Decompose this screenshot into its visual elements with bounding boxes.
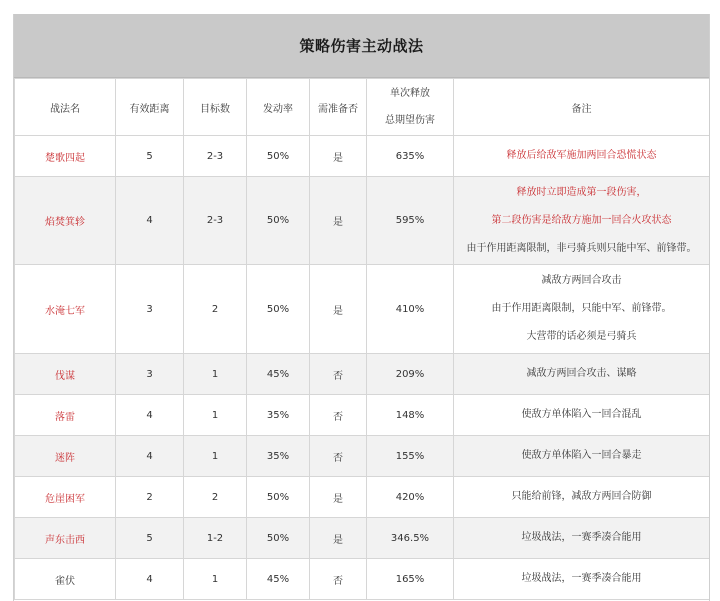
cell-prep: 否 xyxy=(310,559,367,600)
strategy-table-container xyxy=(13,14,710,601)
cell-name: 楚歌四起 xyxy=(15,136,116,177)
cell-targets: 1 xyxy=(184,395,247,436)
cell-targets: 2-3 xyxy=(184,177,247,265)
table-title: 策略伤害主动战法 xyxy=(14,14,709,78)
table-row xyxy=(15,136,710,177)
cell-damage: 635% xyxy=(367,136,454,177)
header-damage-line1: 单次释放 xyxy=(390,88,430,99)
note-line: 由于作用距离限制，非弓骑兵则只能中军、前锋带。 xyxy=(466,242,697,254)
note-line: 使敌方单体陷入一回合混乱 xyxy=(521,409,642,420)
cell-damage: 209% xyxy=(367,354,454,395)
note-line: 释放后给敌军施加两回合恐慌状态 xyxy=(506,150,657,161)
cell-note xyxy=(454,354,710,395)
note-line: 由于作用距离限制，只能中军、前锋带。 xyxy=(491,303,672,314)
cell-name: 雀伏 xyxy=(15,559,116,600)
cell-name: 声东击西 xyxy=(15,518,116,559)
cell-note xyxy=(454,136,710,177)
cell-note xyxy=(454,395,710,436)
note-line: 大营带的话必须是弓骑兵 xyxy=(526,331,637,342)
header-damage xyxy=(367,79,454,136)
cell-prep: 是 xyxy=(310,477,367,518)
table-row xyxy=(15,395,710,436)
cell-prep: 是 xyxy=(310,265,367,354)
cell-range: 4 xyxy=(116,559,184,600)
cell-name: 危崖困军 xyxy=(15,477,116,518)
cell-targets: 1 xyxy=(184,354,247,395)
cell-note xyxy=(454,177,710,265)
cell-damage: 346.5% xyxy=(367,518,454,559)
cell-rate: 50% xyxy=(247,265,310,354)
cell-note xyxy=(454,559,710,600)
cell-damage: 595% xyxy=(367,177,454,265)
cell-targets: 2 xyxy=(184,477,247,518)
cell-targets: 2 xyxy=(184,265,247,354)
cell-damage: 155% xyxy=(367,436,454,477)
cell-range: 3 xyxy=(116,354,184,395)
table-row xyxy=(15,177,710,265)
cell-rate: 45% xyxy=(247,354,310,395)
note-line: 减敌方两回合攻击 xyxy=(541,275,622,286)
note-line: 使敌方单体陷入一回合暴走 xyxy=(521,450,642,461)
table-row xyxy=(15,477,710,518)
cell-note xyxy=(454,518,710,559)
cell-rate: 50% xyxy=(247,136,310,177)
cell-rate: 50% xyxy=(247,177,310,265)
cell-range: 5 xyxy=(116,518,184,559)
note-line: 减敌方两回合攻击、谋略 xyxy=(526,368,637,379)
cell-targets: 2-3 xyxy=(184,136,247,177)
table-row xyxy=(15,265,710,354)
cell-damage: 410% xyxy=(367,265,454,354)
table-row xyxy=(15,354,710,395)
cell-name: 水淹七军 xyxy=(15,265,116,354)
cell-range: 4 xyxy=(116,177,184,265)
cell-prep: 否 xyxy=(310,436,367,477)
cell-damage: 420% xyxy=(367,477,454,518)
cell-targets: 1-2 xyxy=(184,518,247,559)
note-line: 垃圾战法，一赛季凑合能用 xyxy=(521,573,642,584)
cell-damage: 165% xyxy=(367,559,454,600)
cell-note xyxy=(454,436,710,477)
header-damage-line2: 总期望伤害 xyxy=(385,115,435,126)
cell-prep: 是 xyxy=(310,518,367,559)
header-targets: 目标数 xyxy=(184,79,247,136)
cell-rate: 50% xyxy=(247,477,310,518)
cell-rate: 50% xyxy=(247,518,310,559)
cell-name: 迷阵 xyxy=(15,436,116,477)
note-line: 垃圾战法，一赛季凑合能用 xyxy=(521,532,642,543)
header-prep: 需准备否 xyxy=(310,79,367,136)
cell-damage: 148% xyxy=(367,395,454,436)
cell-range: 2 xyxy=(116,477,184,518)
note-line: 第二段伤害是给敌方施加一回合火攻状态 xyxy=(491,214,672,226)
cell-prep: 是 xyxy=(310,177,367,265)
cell-name: 落雷 xyxy=(15,395,116,436)
strategy-table xyxy=(14,78,710,600)
note-line: 释放时立即造成第一段伤害， xyxy=(516,186,647,198)
header-row xyxy=(15,79,710,136)
header-range: 有效距离 xyxy=(116,79,184,136)
cell-name: 伐谋 xyxy=(15,354,116,395)
header-name: 战法名 xyxy=(15,79,116,136)
cell-range: 4 xyxy=(116,395,184,436)
table-row xyxy=(15,518,710,559)
cell-targets: 1 xyxy=(184,436,247,477)
cell-note xyxy=(454,265,710,354)
cell-rate: 35% xyxy=(247,436,310,477)
cell-rate: 45% xyxy=(247,559,310,600)
cell-prep: 否 xyxy=(310,395,367,436)
cell-range: 5 xyxy=(116,136,184,177)
cell-range: 3 xyxy=(116,265,184,354)
cell-range: 4 xyxy=(116,436,184,477)
header-note: 备注 xyxy=(454,79,710,136)
cell-prep: 是 xyxy=(310,136,367,177)
cell-rate: 35% xyxy=(247,395,310,436)
cell-prep: 否 xyxy=(310,354,367,395)
note-line: 只能给前锋，减敌方两回合防御 xyxy=(511,491,652,502)
cell-targets: 1 xyxy=(184,559,247,600)
header-rate: 发动率 xyxy=(247,79,310,136)
cell-name: 焰焚箕轸 xyxy=(15,177,116,265)
table-row xyxy=(15,559,710,600)
table-row xyxy=(15,436,710,477)
cell-note xyxy=(454,477,710,518)
